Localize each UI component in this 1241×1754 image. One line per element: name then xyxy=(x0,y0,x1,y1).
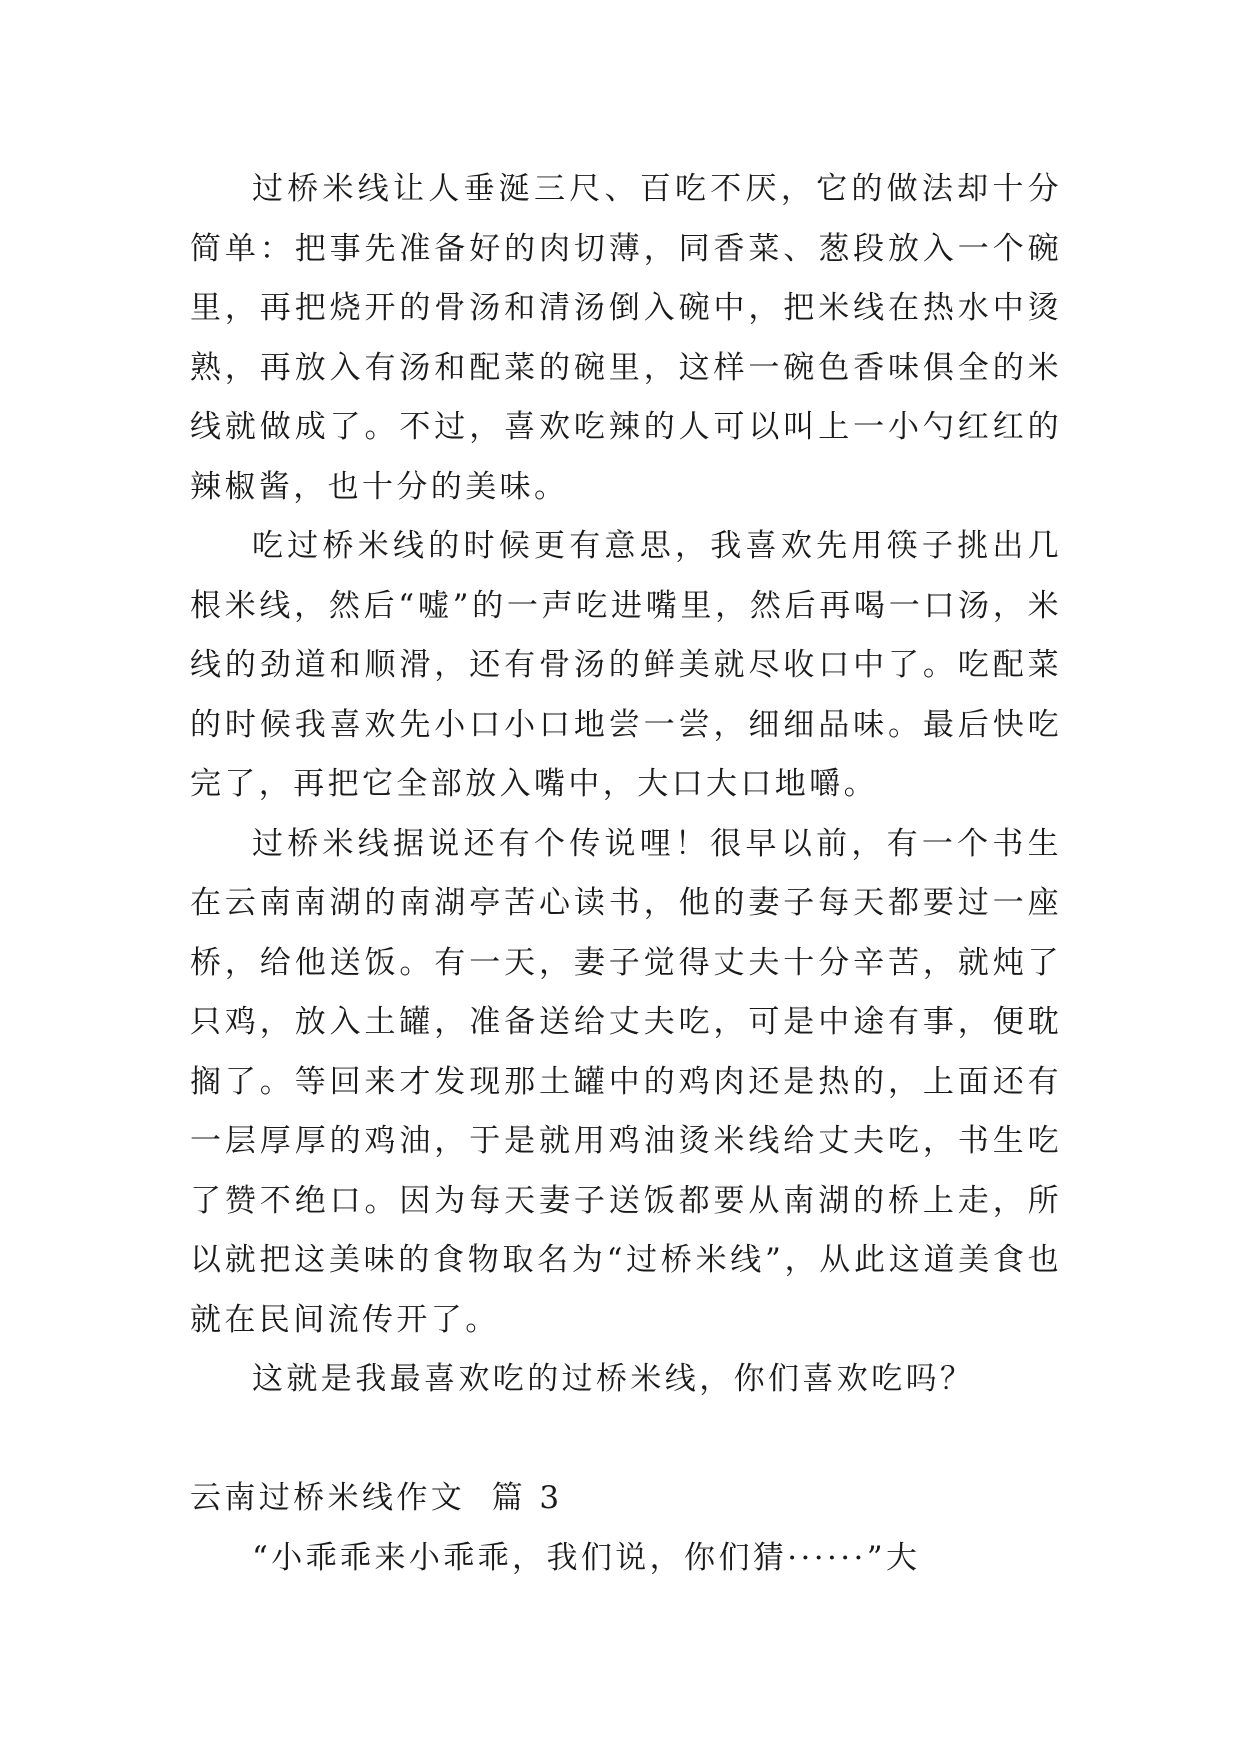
paragraph-closing: 这就是我最喜欢吃的过桥米线，你们喜欢吃吗？ xyxy=(252,1361,975,1397)
paragraph-legend: 过桥米线据说还有个传说哩！很早以前，有一个书生在云南南湖的南湖亭苦心读书，他的妻子每天都要过一座桥，给他送饭。有一天，妻子觉得丈夫十分辛苦，就炖了只鸡，放入土罐，准备送给丈夫吃，可是中途有事，便耽搁了。等回来才发现那土罐中的鸡肉还是热的，上面还有一层厚厚的鸡油，于是就用鸡油烫米线给丈夫吃，书生吃了赞不绝口。因为每天妻子送饭都要从南湖的桥上走，所以就把这美味的食物取名为“过桥米线”，从此这道美食也就在民间流传开了。 xyxy=(190,825,1062,1338)
section-heading: 云南过桥米线作文 篇 3 xyxy=(190,1480,563,1516)
section-gap xyxy=(190,1410,1062,1470)
paragraph-next-section: “小乖乖来小乖乖，我们说，你们猜······”大 xyxy=(252,1539,921,1576)
article-body xyxy=(190,160,1062,1588)
paragraph-eating: 吃过桥米线的时候更有意思，我喜欢先用筷子挑出几根米线，然后“嘘”的一声吃进嘴里，然后再喝一口汤，米线的劲道和顺滑，还有骨汤的鲜美就尽收口中了。吃配菜的时候我喜欢先小口小口地尝一尝，细细品味。最后快吃完了，再把它全部放入嘴中，大口大口地嚼。 xyxy=(190,528,1062,802)
paragraph-recipe: 过桥米线让人垂涎三尺、百吃不厌，它的做法却十分简单：把事先准备好的肉切薄，同香菜、葱段放入一个碗里，再把烧开的骨汤和清汤倒入碗中，把米线在热水中烫熟，再放入有汤和配菜的碗里，这样一碗色香味俱全的米线就做成了。不过，喜欢吃辣的人可以叫上一小勺红红的辣椒酱，也十分的美味。 xyxy=(190,171,1062,505)
